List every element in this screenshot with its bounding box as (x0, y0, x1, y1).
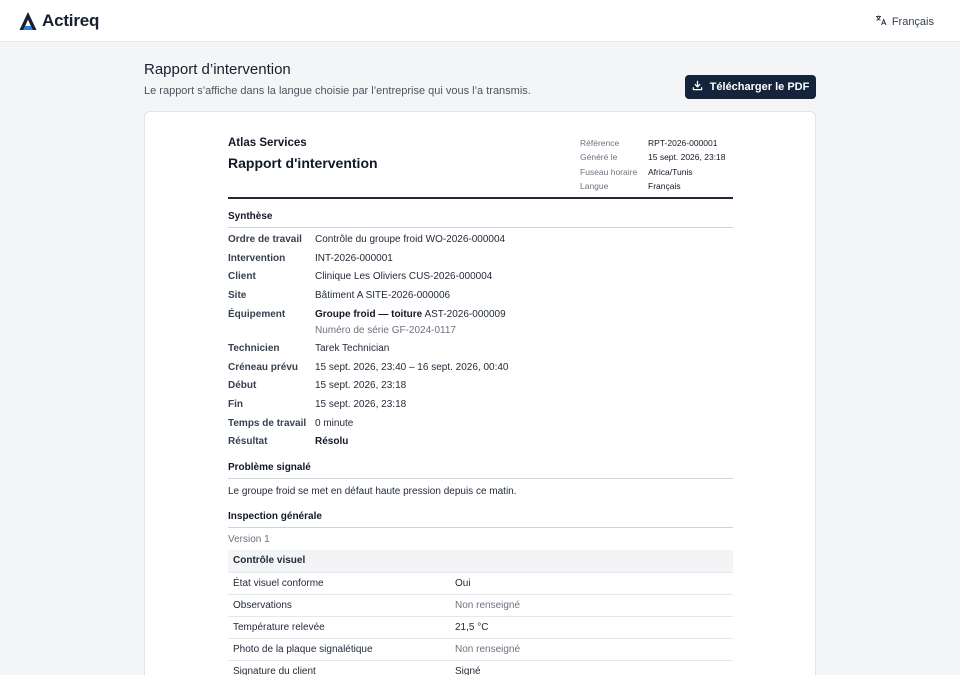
row-value: Non renseigné (455, 600, 521, 611)
meta-value: Français (648, 180, 681, 191)
equipment-id: AST-2026-000009 (424, 309, 506, 320)
field-result (228, 436, 348, 447)
meta-row-timezone (580, 165, 726, 179)
field-value: Tarek Technician (315, 343, 390, 354)
field-value: Contrôle du groupe froid WO-2026-000004 (315, 234, 506, 245)
field-site (228, 290, 450, 301)
meta-label: Référence (580, 138, 620, 148)
field-value: Clinique Les Oliviers CUS-2026-000004 (315, 271, 493, 282)
meta-row-generated (580, 150, 726, 164)
row-value: Non renseigné (455, 644, 521, 655)
language-switcher[interactable] (875, 14, 934, 29)
download-icon (692, 80, 710, 94)
row-label: Observations (233, 600, 292, 611)
row-label: Température relevée (233, 622, 325, 633)
field-technician (228, 343, 389, 354)
field-label: Intervention (228, 253, 286, 264)
table-row (228, 572, 733, 594)
field-end (228, 399, 406, 410)
page-subtitle: Le rapport s’affiche dans la langue choisie par l’entreprise qui vous l’a transmis. (144, 85, 531, 97)
translate-icon (875, 14, 892, 29)
row-value: Signé (455, 666, 481, 675)
inspection-heading: Inspection générale (228, 511, 322, 522)
section-divider (228, 527, 733, 528)
field-value: INT-2026-000001 (315, 253, 393, 264)
meta-row-language (580, 179, 726, 193)
field-client (228, 271, 492, 282)
meta-value: Africa/Tunis (648, 166, 693, 177)
field-value: 15 sept. 2026, 23:40 – 16 sept. 2026, 00:40 (315, 362, 509, 373)
summary-heading: Synthèse (228, 211, 273, 222)
actireq-logo-icon (18, 11, 38, 31)
brand[interactable] (18, 10, 99, 32)
field-work-order (228, 234, 505, 245)
page-title: Rapport d’intervention (144, 61, 291, 78)
download-pdf-button[interactable] (685, 75, 816, 99)
top-bar (0, 0, 960, 42)
inspection-version: Version 1 (228, 534, 270, 545)
field-value: 0 minute (315, 418, 354, 429)
field-label: Client (228, 271, 256, 282)
field-label: Fin (228, 399, 243, 410)
meta-label: Généré le (580, 152, 618, 163)
inspection-table (228, 550, 733, 675)
field-planned-slot (228, 362, 509, 373)
field-work-time (228, 418, 353, 429)
field-intervention (228, 253, 393, 264)
meta-row-reference (580, 136, 726, 150)
field-label: Résultat (228, 436, 268, 447)
section-divider (228, 227, 733, 228)
field-value: Résolu (315, 436, 349, 447)
table-row (228, 638, 733, 660)
row-label: État visuel conforme (233, 578, 324, 589)
download-label: Télécharger le PDF (709, 81, 810, 93)
table-row (228, 616, 733, 638)
field-value: 15 sept. 2026, 23:18 (315, 399, 407, 410)
row-label: Photo de la plaque signalétique (233, 644, 373, 655)
brand-name: Actireq (42, 11, 100, 30)
meta-value: 15 sept. 2026, 23:18 (648, 152, 726, 163)
report-meta (580, 136, 726, 193)
field-value (315, 309, 506, 336)
field-start (228, 380, 406, 391)
company-name: Atlas Services (228, 137, 307, 149)
table-row (228, 594, 733, 616)
field-label: Site (228, 290, 247, 301)
meta-label: Fuseau horaire (580, 166, 638, 177)
language-label: Français (891, 15, 934, 28)
meta-label: Langue (580, 180, 609, 191)
field-label: Équipement (228, 309, 286, 320)
field-value: Bâtiment A SITE-2026-000006 (315, 290, 451, 301)
field-label: Technicien (228, 343, 280, 354)
row-value: 21,5 °C (455, 622, 489, 633)
field-label: Temps de travail (228, 418, 307, 429)
field-value: 15 sept. 2026, 23:18 (315, 380, 407, 391)
table-group-header: Contrôle visuel (228, 550, 733, 572)
problem-heading: Problème signalé (228, 462, 311, 473)
row-value: Oui (455, 578, 471, 589)
field-label: Créneau prévu (228, 362, 299, 373)
header-divider (228, 197, 733, 199)
table-row (228, 660, 733, 675)
report-title: Rapport d'intervention (228, 155, 378, 171)
section-divider (228, 478, 733, 479)
equipment-name: Groupe froid — toiture (315, 309, 423, 320)
report-card (144, 111, 816, 675)
field-equipment (228, 309, 506, 336)
field-label: Début (228, 380, 257, 391)
meta-value: RPT-2026-000001 (648, 138, 718, 148)
row-label: Signature du client (233, 666, 316, 675)
equipment-serial: Numéro de série GF-2024-0117 (315, 325, 456, 336)
field-label: Ordre de travail (228, 234, 302, 245)
problem-text: Le groupe froid se met en défaut haute pression depuis ce matin. (228, 486, 517, 497)
